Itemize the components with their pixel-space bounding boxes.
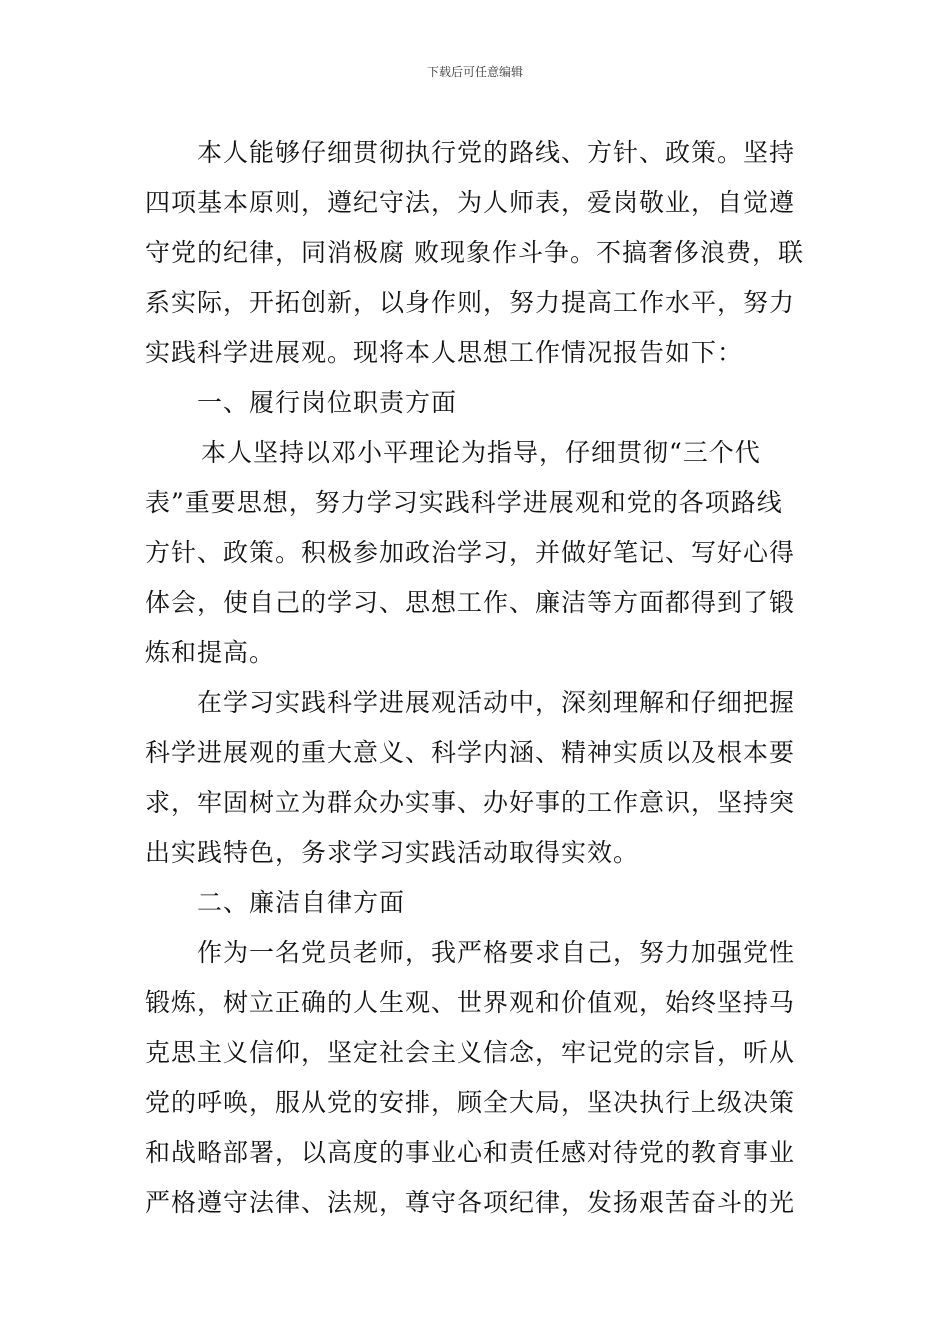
paragraph-line: 方针、政策。积极参加政治学习，并做好笔记、写好心得 [145,538,796,567]
paragraph-line: 守党的纪律，同消极腐 败现象作斗争。不搞奢侈浪费，联 [145,238,804,267]
document-body [145,128,809,1228]
paragraph-line: 严格遵守法律、法规，尊守各项纪律，发扬艰苦奋斗的光 [145,1188,796,1217]
paragraph-line: 本人能够仔细贯彻执行党的路线、方针、政策。坚持 [197,138,796,167]
paragraph-line: 实践科学进展观。现将本人思想工作情况报告如下： [145,338,744,367]
paragraph-line: 科学进展观的重大意义、科学内涵、精神实质以及根本要 [145,738,796,767]
paragraph-line: 在学习实践科学进展观活动中，深刻理解和仔细把握 [197,688,796,717]
page-header: 下载后可任意编辑 [426,65,523,79]
paragraph-line: 出实践特色，务求学习实践活动取得实效。 [145,838,640,867]
section-heading: 二、廉洁自律方面 [197,888,406,917]
paragraph-line: 炼和提高。 [145,638,276,667]
section-heading: 一、履行岗位职责方面 [197,388,458,417]
paragraph-line: 系实际，开拓创新，以身作则，努力提高工作水平，努力 [145,288,796,317]
paragraph-line: 体会，使自己的学习、思想工作、廉洁等方面都得到了锻 [145,588,796,617]
paragraph-line: 作为一名党员老师，我严格要求自己，努力加强党性 [197,938,796,967]
paragraph-line: 表”重要思想，努力学习实践科学进展观和党的各项路线 [145,488,783,517]
paragraph-line: 克思主义信仰，坚定社会主义信念，牢记党的宗旨，听从 [145,1038,796,1067]
paragraph-line: 党的呼唤，服从党的安排，顾全大局，坚决执行上级决策 [145,1088,796,1117]
paragraph-line: 四项基本原则，遵纪守法，为人师表，爱岗敬业，自觉遵 [145,188,796,217]
paragraph-line: 求，牢固树立为群众办实事、办好事的工作意识，坚持突 [145,788,796,817]
paragraph-line: 和战略部署，以高度的事业心和责任感对待党的教育事业 [145,1138,796,1167]
paragraph-line: 本人坚持以邓小平理论为指导，仔细贯彻“三个代 [201,438,761,467]
paragraph-line: 锻炼，树立正确的人生观、世界观和价值观，始终坚持马 [145,988,796,1017]
